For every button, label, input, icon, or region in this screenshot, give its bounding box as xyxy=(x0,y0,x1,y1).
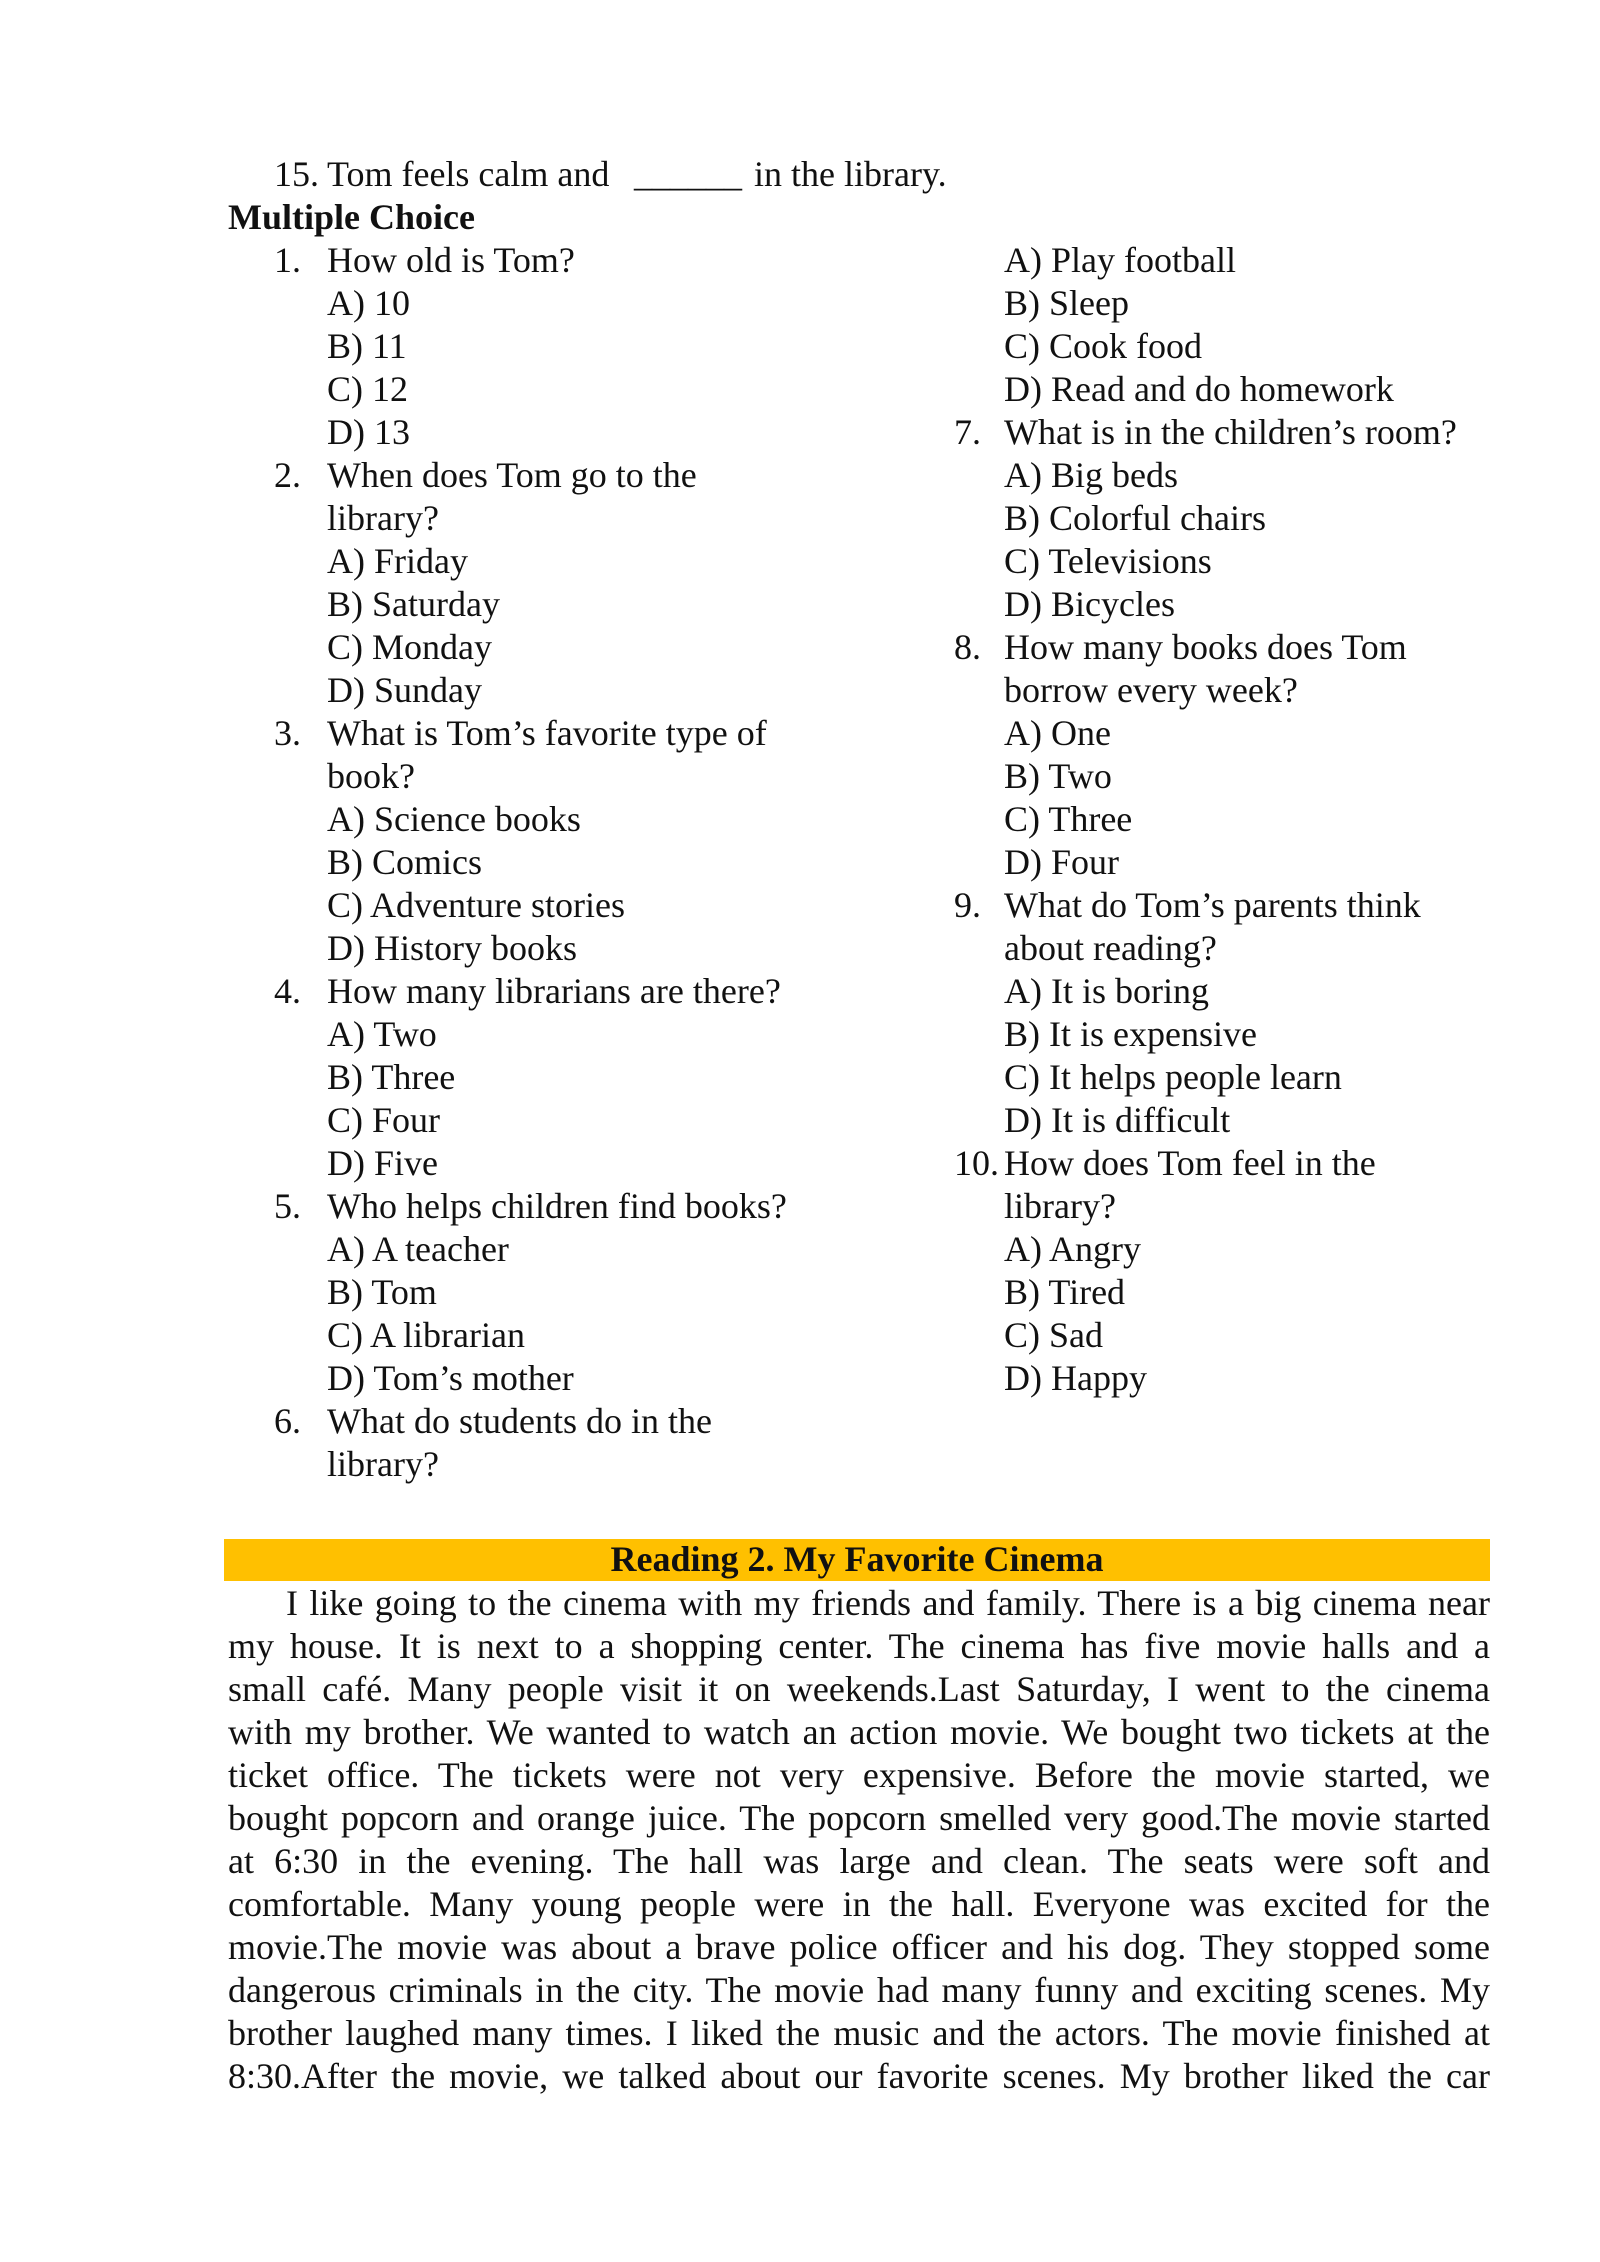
question-text: When does Tom go to the xyxy=(327,455,697,495)
option[interactable]: C) Sad xyxy=(1004,1315,1103,1355)
option[interactable]: B) Colorful chairs xyxy=(1004,498,1266,538)
option[interactable]: A) Friday xyxy=(327,541,468,581)
option[interactable]: B) Sleep xyxy=(1004,283,1129,323)
option[interactable]: B) Comics xyxy=(327,842,483,882)
option[interactable]: D) Tom’s mother xyxy=(327,1358,574,1398)
reading-title: Reading 2. My Favorite Cinema xyxy=(610,1539,1104,1579)
question-number: 4. xyxy=(274,971,301,1011)
reading-line: dangerous criminals in the city. The movie had many funny and exciting scenes. My xyxy=(228,1970,1490,2010)
question-number: 3. xyxy=(274,713,301,753)
option[interactable]: D) It is difficult xyxy=(1004,1100,1231,1140)
option[interactable]: D) Happy xyxy=(1004,1358,1147,1398)
option[interactable]: B) Two xyxy=(1004,756,1112,796)
option[interactable]: D) Sunday xyxy=(327,670,482,710)
item-15-number: 15. xyxy=(274,154,319,194)
item-15-text-end: in the library. xyxy=(754,154,947,194)
option[interactable]: C) It helps people learn xyxy=(1004,1057,1342,1097)
reading-line: comfortable. Many young people were in the hall. Everyone was excited for the xyxy=(228,1884,1490,1924)
question-number: 5. xyxy=(274,1186,301,1226)
option[interactable]: A) A teacher xyxy=(327,1229,509,1269)
option[interactable]: D) Four xyxy=(1004,842,1119,882)
option[interactable]: A) It is boring xyxy=(1004,971,1209,1011)
option[interactable]: C) Televisions xyxy=(1004,541,1212,581)
option[interactable]: C) Adventure stories xyxy=(327,885,625,925)
question-text: How many librarians are there? xyxy=(327,971,781,1011)
option[interactable]: C) 12 xyxy=(327,369,408,409)
reading-line: at 6:30 in the evening. The hall was large and clean. The seats were soft and xyxy=(228,1841,1490,1881)
reading-line: brother laughed many times. I liked the music and the actors. The movie finished at xyxy=(228,2013,1490,2053)
reading-line: movie.The movie was about a brave police officer and his dog. They stopped some xyxy=(228,1927,1490,1967)
question-text: How does Tom feel in the xyxy=(1004,1143,1376,1183)
reading-line: bought popcorn and orange juice. The popcorn smelled very good.The movie started xyxy=(228,1798,1490,1838)
option[interactable]: A) Big beds xyxy=(1004,455,1178,495)
question-number: 7. xyxy=(954,412,981,452)
question-text: borrow every week? xyxy=(1004,670,1298,710)
reading-line: ticket office. The tickets were not very expensive. Before the movie started, we xyxy=(228,1755,1490,1795)
question-text: Who helps children find books? xyxy=(327,1186,787,1226)
question-number: 9. xyxy=(954,885,981,925)
option[interactable]: D) 13 xyxy=(327,412,410,452)
question-number: 2. xyxy=(274,455,301,495)
option[interactable]: A) Science books xyxy=(327,799,581,839)
option[interactable]: B) Tom xyxy=(327,1272,437,1312)
question-text: How many books does Tom xyxy=(1004,627,1407,667)
question-number: 8. xyxy=(954,627,981,667)
option[interactable]: B) Three xyxy=(327,1057,456,1097)
option[interactable]: B) Saturday xyxy=(327,584,500,624)
option[interactable]: C) Four xyxy=(327,1100,441,1140)
item-15-blank[interactable]: ______ xyxy=(634,154,742,194)
question-text: What do students do in the xyxy=(327,1401,712,1441)
reading-line: small café. Many people visit it on weekends.Last Saturday, I went to the cinema xyxy=(228,1669,1490,1709)
option[interactable]: A) Play football xyxy=(1004,240,1236,280)
item-15-text: Tom feels calm and xyxy=(327,154,610,194)
option[interactable]: B) It is expensive xyxy=(1004,1014,1257,1054)
option[interactable]: C) Cook food xyxy=(1004,326,1202,366)
question-number: 1. xyxy=(274,240,301,280)
section-title: Multiple Choice xyxy=(228,197,475,237)
question-text: How old is Tom? xyxy=(327,240,575,280)
option[interactable]: D) Bicycles xyxy=(1004,584,1175,624)
question-text: library? xyxy=(327,498,439,538)
question-text: What is Tom’s favorite type of xyxy=(327,713,767,753)
question-text: library? xyxy=(1004,1186,1116,1226)
option[interactable]: A) Two xyxy=(327,1014,437,1054)
reading-line: 8:30.After the movie, we talked about our favorite scenes. My brother liked the car xyxy=(228,2056,1490,2096)
option[interactable]: A) 10 xyxy=(327,283,410,323)
question-text: about reading? xyxy=(1004,928,1217,968)
option[interactable]: D) Read and do homework xyxy=(1004,369,1394,409)
option[interactable]: B) Tired xyxy=(1004,1272,1126,1312)
question-number: 6. xyxy=(274,1401,301,1441)
option[interactable]: C) A librarian xyxy=(327,1315,525,1355)
option[interactable]: D) History books xyxy=(327,928,577,968)
option[interactable]: B) 11 xyxy=(327,326,407,366)
question-number: 10. xyxy=(954,1143,999,1183)
question-text: What do Tom’s parents think xyxy=(1004,885,1421,925)
question-text: book? xyxy=(327,756,415,796)
reading-line: I like going to the cinema with my friends and family. There is a big cinema near xyxy=(286,1583,1490,1623)
question-text: What is in the children’s room? xyxy=(1004,412,1457,452)
option[interactable]: C) Three xyxy=(1004,799,1133,839)
reading-line: with my brother. We wanted to watch an action movie. We bought two tickets at the xyxy=(228,1712,1490,1752)
reading-line: my house. It is next to a shopping center. The cinema has five movie halls and a xyxy=(228,1626,1490,1666)
option[interactable]: A) One xyxy=(1004,713,1111,753)
option[interactable]: D) Five xyxy=(327,1143,438,1183)
option[interactable]: C) Monday xyxy=(327,627,492,667)
option[interactable]: A) Angry xyxy=(1004,1229,1141,1269)
question-text: library? xyxy=(327,1444,439,1484)
